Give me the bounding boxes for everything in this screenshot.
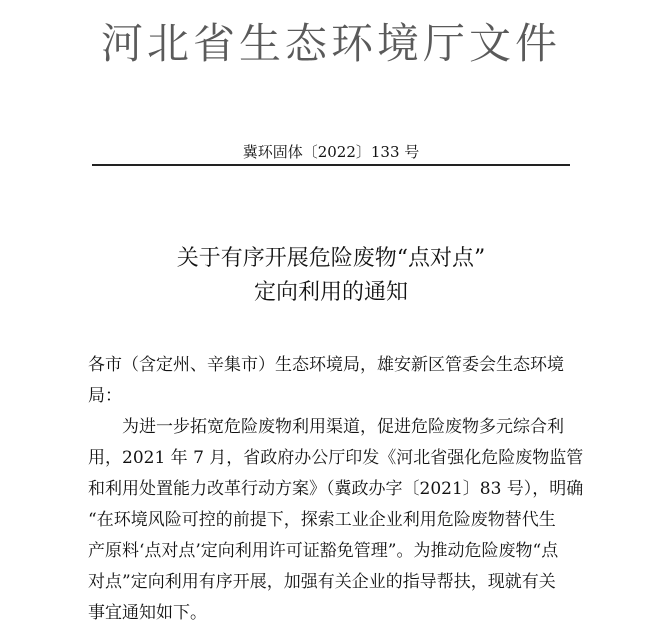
paragraph-1-line-5: 产原料‘点对点’定向利用许可证豁免管理”。为推动危险废物“点 xyxy=(88,541,559,561)
paragraph-1-line-3: 和利用处置能力改革行动方案》（冀政办字〔2021〕83 号），明确 xyxy=(88,479,584,499)
subject-line-1: 关于有序开展危险废物“点对点” xyxy=(176,246,486,271)
subject-line-2: 定向利用的通知 xyxy=(253,280,408,305)
document-body xyxy=(88,350,608,629)
paragraph-1-line-7: 事宜通知如下。 xyxy=(88,603,207,623)
document-header-title: 河北省生态环境厅文件 xyxy=(100,19,561,68)
salutation-line-2: 局： xyxy=(88,386,122,406)
salutation-line-1: 各市（含定州、辛集市）生态环境局，雄安新区管委会生态环境 xyxy=(88,355,564,375)
paragraph-1-line-4: “在环境风险可控的前提下，探索工业企业利用危险废物替代生 xyxy=(88,510,556,530)
paragraph-1-line-1: 为进一步拓宽危险废物利用渠道，促进危险废物多元综合利 xyxy=(122,417,564,437)
paragraph-1-line-2: 用，2021 年 7 月，省政府办公厅印发《河北省强化危险废物监管 xyxy=(88,448,584,468)
header-separator-line xyxy=(92,164,570,166)
document-number: 冀环固体〔2022〕133 号 xyxy=(242,143,420,161)
paragraph-1-line-6: 对点”定向利用有序开展，加强有关企业的指导帮扶，现就有关 xyxy=(88,572,556,592)
document-subject xyxy=(0,242,662,310)
